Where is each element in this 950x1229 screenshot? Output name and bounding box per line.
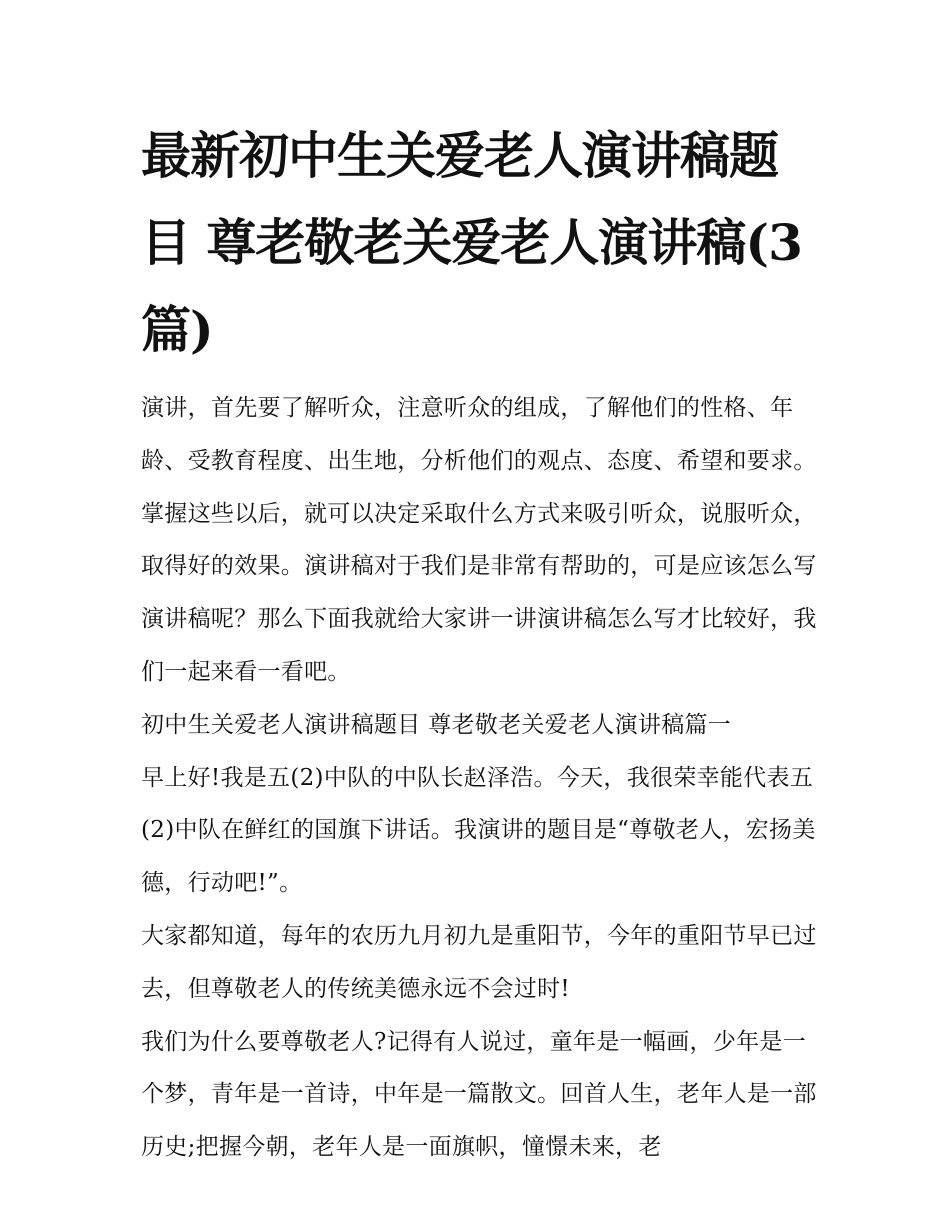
section-heading: 初中生关爱老人演讲稿题目 尊老敬老关爱老人演讲稿篇一 — [141, 711, 732, 738]
body-paragraph: 我们为什么要尊敬老人?记得有人说过，童年是一幅画，少年是一个梦，青年是一首诗，中年是一篇散文。回首人生，老年人是一部历史;把握今朝，老年人是一面旗帜，憧憬未来，老 — [141, 1028, 817, 1161]
document-title: 最新初中生关爱老人演讲稿题目 尊老敬老关爱老人演讲稿(3篇) — [141, 126, 802, 359]
document-page — [141, 112, 821, 1174]
intro-paragraph: 演讲，首先要了解听众，注意听众的组成，了解他们的性格、年龄、受教育程度、出生地，分析他们的观点、态度、希望和要求。掌握这些以后，就可以决定采取什么方式来吸引听众，说服听众，取得好的效果。演讲稿对于我们是非常有帮助的，可是应该怎么写演讲稿呢？那么下面我就给大家讲一讲演讲稿怎么写才比较好，我们一起来看一看吧。 — [141, 395, 817, 685]
body-paragraph: 早上好!我是五(2)中队的中队长赵泽浩。今天，我很荣幸能代表五(2)中队在鲜红的国旗下讲话。我演讲的题目是“尊敬老人，宏扬美德，行动吧!”。 — [141, 764, 816, 897]
body-paragraph: 大家都知道，每年的农历九月初九是重阳节，今年的重阳节早已过去，但尊敬老人的传统美德永远不会过时! — [141, 922, 817, 1002]
